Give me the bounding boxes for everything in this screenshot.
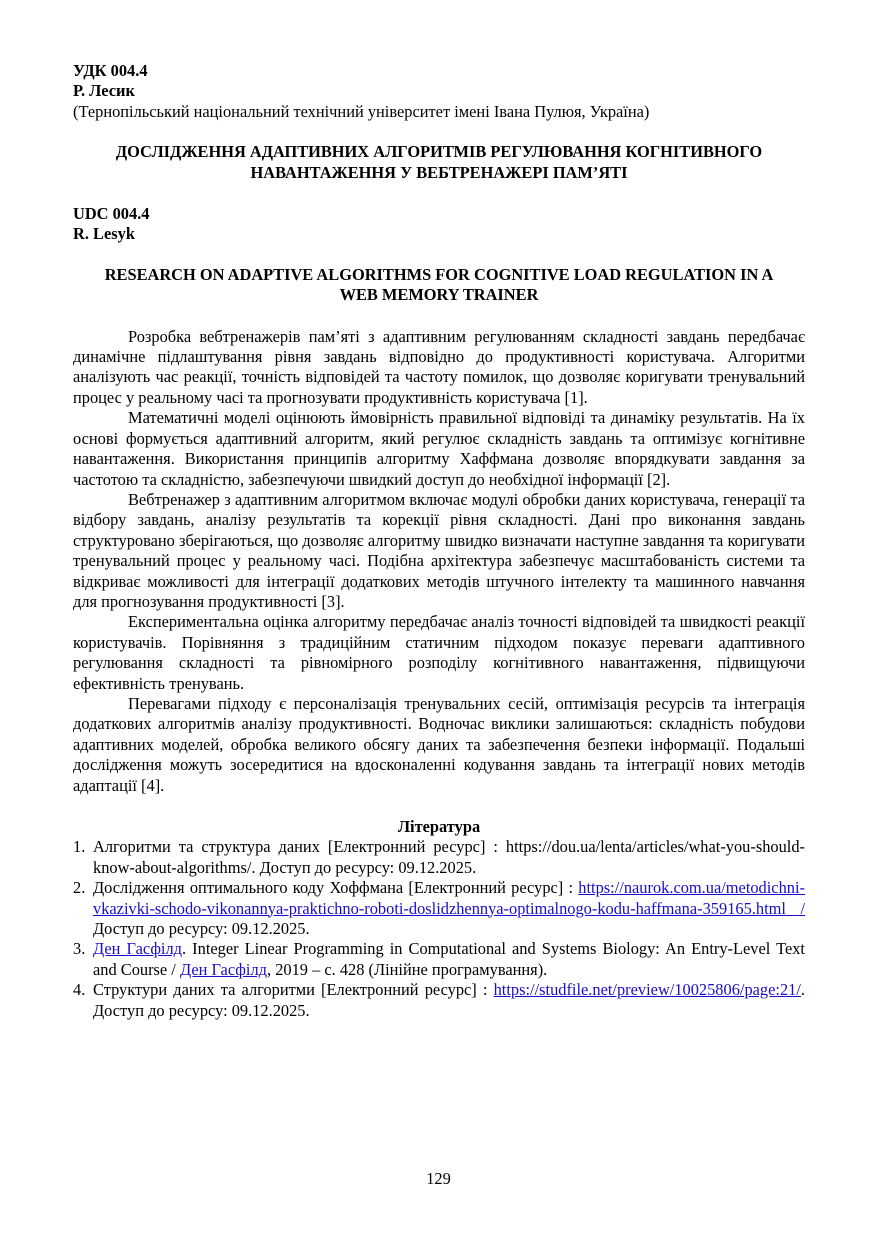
reference-item	[73, 878, 805, 939]
references-heading: Література	[397, 817, 481, 836]
paper-page	[73, 61, 805, 1021]
reference-text: , 2019 – с. 428 (Лінійне програмування).	[267, 959, 548, 979]
paragraph: Перевагами підходу є персоналізація тренувальних сесій, оптимізація ресурсів та інтеграція додаткових алгоритмів аналізу продуктивності. Водночас виклики залишаються: складність побудови адаптивних моделей, обробка великого обсягу даних та забезпечення безпеки інформації. Подальші дослідження можуть зосередитися на вдосконаленні кодування завдань та інтеграції нових методів адаптації [4].	[73, 693, 805, 795]
reference-number: 3.	[73, 939, 86, 959]
paper-title-ua	[73, 142, 805, 183]
author-affiliation: (Тернопільський національний технічний університет імені Івана Пулюя, Україна)	[73, 101, 650, 121]
title-ua-line-1: ДОСЛІДЖЕННЯ АДАПТИВНИХ АЛГОРИТМІВ РЕГУЛЮВАННЯ КОГНІТИВНОГО	[115, 142, 763, 162]
reference-number: 2.	[73, 878, 86, 898]
title-en-line-1: RESEARCH ON ADAPTIVE ALGORITHMS FOR COGNITIVE LOAD REGULATION IN A	[104, 264, 774, 284]
reference-item	[73, 980, 805, 1021]
title-ua-line-2: НАВАНТАЖЕННЯ У ВЕБТРЕНАЖЕРІ ПАМ’ЯТІ	[250, 162, 628, 182]
reference-item	[73, 837, 805, 878]
page-number: 129	[426, 1169, 451, 1188]
reference-text: Дослідження оптимального коду Хоффмана [Електронний ресурс] :	[93, 878, 579, 898]
reference-number: 4.	[73, 980, 86, 1000]
paper-title-en	[73, 265, 805, 306]
reference-link[interactable]: https://studfile.net/preview/10025806/page:21/	[493, 980, 801, 1000]
reference-text: Доступ до ресурсу: 09.12.2025.	[93, 919, 310, 939]
reference-item	[73, 939, 805, 980]
reference-text: Структури даних та алгоритми [Електронний ресурс] :	[93, 980, 494, 1000]
title-en-line-2: WEB MEMORY TRAINER	[339, 285, 539, 305]
body-text	[73, 327, 805, 796]
author-name-en: R. Lesyk	[73, 224, 135, 244]
reference-text: . Integer Linear Programming in Computational and Systems Biology: An Entry-Level Text and Course /	[93, 939, 805, 979]
references-list	[73, 837, 805, 1021]
author-link[interactable]: Ден Гасфілд	[179, 959, 267, 979]
paragraph: Вебтренажер з адаптивним алгоритмом включає модулі обробки даних користувача, генерації та відбору завдань, аналізу результатів та корекції рівня складності. Дані про виконання завдань структуровано зберігаються, що дозволяє алгоритму швидко визначати наступне завдання та коригувати тренувальний процес у реальному часі. Подібна архітектура забезпечує масштабованість системи та відкриває можливості для інтеграції додаткових методів штучного інтелекту та машинного навчання для прогнозування продуктивності [3].	[73, 489, 805, 611]
paragraph: Розробка вебтренажерів пам’яті з адаптивним регулюванням складності завдань передбачає динамічне підлаштування рівня завдань відповідно до продуктивності користувача. Алгоритми аналізують час реакції, точність відповідей та частоту помилок, що дозволяє коригувати тренувальний процес у реальному часі та прогнозувати продуктивність користувача [1].	[73, 326, 805, 407]
header-ukrainian	[73, 61, 805, 122]
reference-text: . Доступ до ресурсу: 09.12.2025.	[93, 980, 805, 1020]
author-link[interactable]: Ден Гасфілд	[93, 939, 183, 959]
udc-code-ua: УДК 004.4	[73, 61, 148, 80]
paragraph: Математичні моделі оцінюють ймовірність правильної відповіді та динаміку результатів. На їх основі формується адаптивний алгоритм, який регулює складність завдань та оптимізує когнітивне навантаження. Використання принципів алгоритму Хаффмана дозволяє впорядкувати завдання за частотою та складністю, забезпечуючи швидкий доступ до необхідної інформації [2].	[73, 408, 805, 489]
reference-link[interactable]: https://naurok.com.ua/metodichni-vkazivki-schodo-vikonannya-praktichno-roboti-doslidzhennya-optimalnogo-kodu-haffmana-359165.html /	[93, 878, 805, 918]
paragraph: Експериментальна оцінка алгоритму передбачає аналіз точності відповідей та швидкості реакції користувачів. Порівняння з традиційним статичним підходом показує переваги адаптивного регулювання складності та рівномірного розподілу когнітивного навантаження, підвищуючи ефективність тренувань.	[73, 612, 805, 693]
header-english	[73, 204, 805, 245]
reference-number: 1.	[73, 837, 86, 857]
reference-text: Алгоритми та структура даних [Електронний ресурс] : https://dou.ua/lenta/articles/what-you-should-know-about-algorithms/. Доступ до ресурсу: 09.12.2025.	[93, 837, 805, 877]
udc-code-en: UDC 004.4	[73, 204, 150, 224]
author-name-ua: Р. Лесик	[73, 81, 135, 101]
